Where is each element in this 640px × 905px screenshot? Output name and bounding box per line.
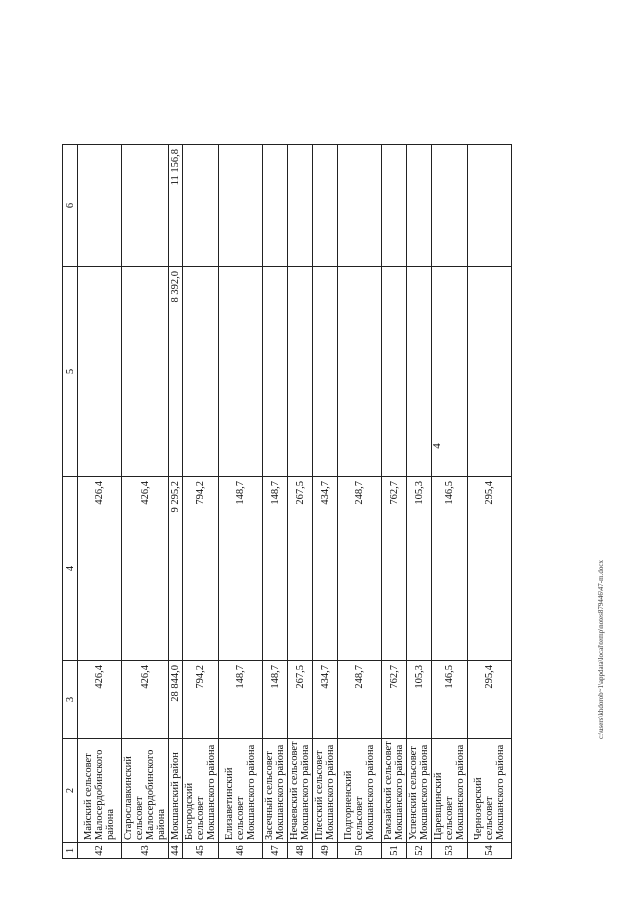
header-cell: 2: [63, 739, 78, 843]
table-row: [122, 145, 169, 859]
value-cell: [288, 145, 313, 267]
value-cell: [338, 267, 382, 477]
value-cell: 11 156,8: [169, 145, 183, 267]
footer-path: c:\users\khdorob~1\appdata\local\temp\notes879446\47-m.docx: [597, 560, 605, 739]
value-cell: [219, 145, 263, 267]
footer: [597, 560, 607, 749]
page-number: 4: [430, 443, 443, 449]
value-cell: 248,7: [338, 477, 382, 661]
value-cell: [432, 145, 468, 267]
value-cell: [338, 145, 382, 267]
table-row: [407, 145, 432, 859]
value-cell: 295,4: [468, 661, 512, 739]
name-cell: Рамзайский сельсовет Мокшанского района: [382, 739, 407, 843]
value-cell: 148,7: [219, 661, 263, 739]
value-cell: [219, 267, 263, 477]
name-cell: Старославкинский сельсовет Малосердобинского района: [122, 739, 169, 843]
value-cell: [122, 267, 169, 477]
value-cell: 434,7: [313, 477, 338, 661]
value-cell: [407, 145, 432, 267]
table-row: [382, 145, 407, 859]
value-cell: [432, 267, 468, 477]
value-cell: [468, 145, 512, 267]
table-row: [78, 145, 122, 859]
data-table: [62, 144, 512, 859]
header-cell: 1: [63, 843, 78, 859]
value-cell: 248,7: [338, 661, 382, 739]
value-cell: [78, 267, 122, 477]
value-cell: 105,3: [407, 477, 432, 661]
rotated-page: [0, 145, 520, 905]
value-cell: 426,4: [78, 661, 122, 739]
name-cell: Успенский сельсовет Мокшанского района: [407, 739, 432, 843]
value-cell: 146,5: [432, 661, 468, 739]
value-cell: 762,7: [382, 661, 407, 739]
table-row: [263, 145, 288, 859]
value-cell: [183, 145, 219, 267]
value-cell: [122, 145, 169, 267]
table-row: [313, 145, 338, 859]
value-cell: [313, 267, 338, 477]
table-row: [338, 145, 382, 859]
header-cell: 6: [63, 145, 78, 267]
row-number-cell: 43: [122, 843, 169, 859]
name-cell: Мокшанский район: [169, 739, 183, 843]
value-cell: 148,7: [263, 477, 288, 661]
value-cell: [183, 267, 219, 477]
row-number-cell: 42: [78, 843, 122, 859]
name-cell: Засечный сельсовет Мокшанского района: [263, 739, 288, 843]
row-number-cell: 49: [313, 843, 338, 859]
value-cell: [288, 267, 313, 477]
value-cell: [78, 145, 122, 267]
value-cell: 8 392,0: [169, 267, 183, 477]
value-cell: [382, 267, 407, 477]
row-number-cell: 44: [169, 843, 183, 859]
value-cell: 146,5: [432, 477, 468, 661]
row-number-cell: 46: [219, 843, 263, 859]
value-cell: 295,4: [468, 477, 512, 661]
value-cell: 794,2: [183, 477, 219, 661]
name-cell: Плесский сельсовет Мокшанского района: [313, 739, 338, 843]
row-number-cell: 47: [263, 843, 288, 859]
header-cell: 4: [63, 477, 78, 661]
value-cell: 267,5: [288, 661, 313, 739]
name-cell: Елизаветинский сельсовет Мокшанского района: [219, 739, 263, 843]
row-number-cell: 52: [407, 843, 432, 859]
value-cell: 794,2: [183, 661, 219, 739]
row-number-cell: 50: [338, 843, 382, 859]
table-row: [219, 145, 263, 859]
value-cell: 105,3: [407, 661, 432, 739]
table-row: [169, 145, 183, 859]
value-cell: 426,4: [122, 477, 169, 661]
value-cell: [382, 145, 407, 267]
row-number-cell: 54: [468, 843, 512, 859]
table-row: [468, 145, 512, 859]
value-cell: 426,4: [78, 477, 122, 661]
name-cell: Майский сельсовет Малосердобинского района: [78, 739, 122, 843]
value-cell: [407, 267, 432, 477]
name-cell: Царевщинский сельсовет Мокшанского района: [432, 739, 468, 843]
row-number-cell: 45: [183, 843, 219, 859]
value-cell: [468, 267, 512, 477]
value-cell: [313, 145, 338, 267]
row-number-cell: 48: [288, 843, 313, 859]
value-cell: 267,5: [288, 477, 313, 661]
value-cell: 9 295,2: [169, 477, 183, 661]
name-cell: Богородский сельсовет Мокшанского района: [183, 739, 219, 843]
value-cell: 148,7: [219, 477, 263, 661]
header-cell: 3: [63, 661, 78, 739]
name-cell: Нечаевский сельсовет Мокшанского района: [288, 739, 313, 843]
value-cell: 762,7: [382, 477, 407, 661]
row-number-cell: 51: [382, 843, 407, 859]
value-cell: 426,4: [122, 661, 169, 739]
table-row: [432, 145, 468, 859]
value-cell: 148,7: [263, 661, 288, 739]
value-cell: 28 844,0: [169, 661, 183, 739]
value-cell: 434,7: [313, 661, 338, 739]
header-cell: 5: [63, 267, 78, 477]
table-row: [183, 145, 219, 859]
name-cell: Чернозерский сельсовет Мокшанского района: [468, 739, 512, 843]
value-cell: [263, 145, 288, 267]
row-number-cell: 53: [432, 843, 468, 859]
header-row: [63, 145, 78, 859]
value-cell: [263, 267, 288, 477]
table-row: [288, 145, 313, 859]
name-cell: Подгорненский сельсовет Мокшанского района: [338, 739, 382, 843]
